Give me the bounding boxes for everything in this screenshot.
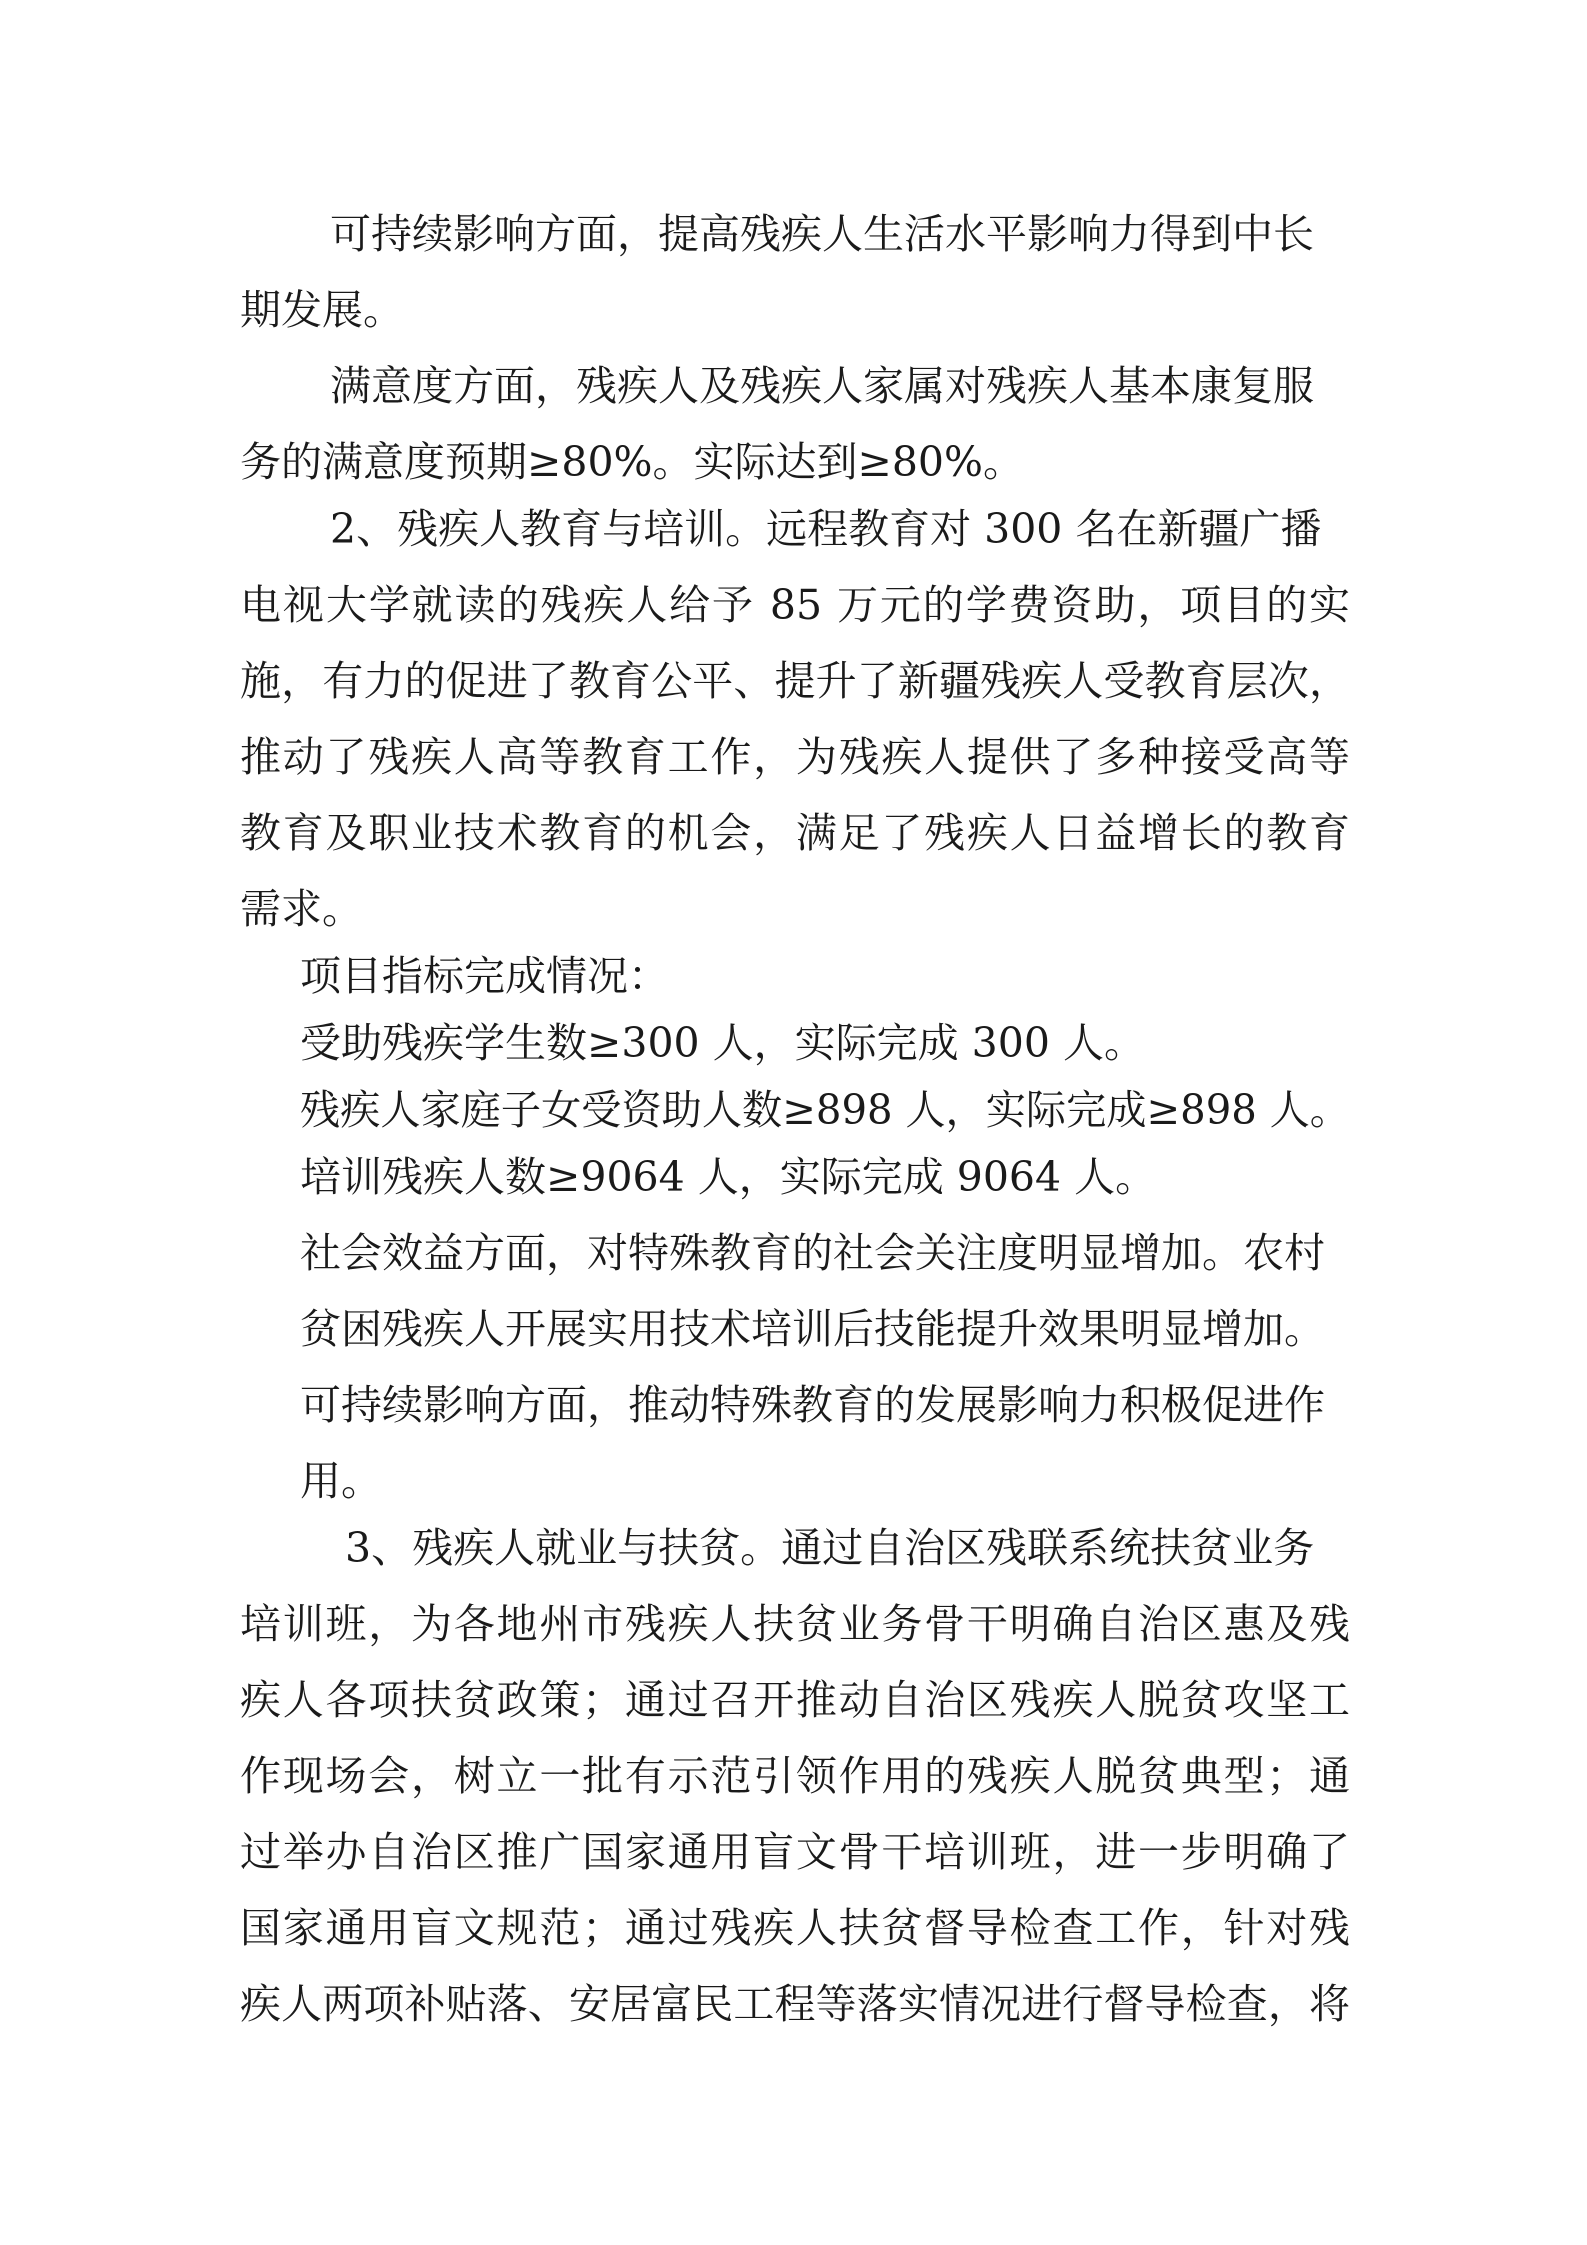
paragraph-line: 社会效益方面，对特殊教育的社会关注度明显增加。农村: [300, 1229, 1325, 1277]
paragraph-line: 可持续影响方面，提高残疾人生活水平影响力得到中长: [330, 210, 1314, 258]
paragraph-line: 3、残疾人就业与扶贫。通过自治区残联系统扶贫业务: [345, 1524, 1315, 1572]
paragraph-line: 疾人各项扶贫政策；通过召开推动自治区残疾人脱贫攻坚工: [240, 1676, 1350, 1724]
paragraph-line: 2、残疾人教育与培训。远程教育对 300 名在新疆广播: [330, 505, 1322, 553]
paragraph-line: 可持续影响方面，推动特殊教育的发展影响力积极促进作: [300, 1381, 1325, 1429]
paragraph-line: 用。: [300, 1457, 382, 1505]
paragraph-line: 项目指标完成情况：: [300, 952, 669, 1000]
paragraph-line: 教育及职业技术教育的机会，满足了残疾人日益增长的教育: [240, 809, 1350, 857]
paragraph-line: 推动了残疾人高等教育工作，为残疾人提供了多种接受高等: [240, 733, 1350, 781]
paragraph-line: 贫困残疾人开展实用技术培训后技能提升效果明显增加。: [300, 1305, 1325, 1353]
paragraph-line: 过举办自治区推广国家通用盲文骨干培训班，进一步明确了: [240, 1828, 1350, 1876]
paragraph-line: 施，有力的促进了教育公平、提升了新疆残疾人受教育层次，: [240, 657, 1350, 705]
paragraph-line: 疾人两项补贴落、安居富民工程等落实情况进行督导检查，将: [240, 1980, 1350, 2028]
paragraph-line: 期发展。: [240, 286, 404, 334]
paragraph-line: 作现场会，树立一批有示范引领作用的残疾人脱贫典型；通: [240, 1752, 1350, 1800]
paragraph-line: 培训残疾人数≥9064 人，实际完成 9064 人。: [300, 1153, 1157, 1201]
paragraph-line: 受助残疾学生数≥300 人，实际完成 300 人。: [300, 1019, 1145, 1067]
paragraph-line: 残疾人家庭子女受资助人数≥898 人，实际完成≥898 人。: [300, 1086, 1350, 1134]
paragraph-line: 电视大学就读的残疾人给予 85 万元的学费资助，项目的实: [240, 581, 1350, 629]
paragraph-line: 培训班，为各地州市残疾人扶贫业务骨干明确自治区惠及残: [240, 1600, 1350, 1648]
paragraph-line: 国家通用盲文规范；通过残疾人扶贫督导检查工作，针对残: [240, 1904, 1350, 1952]
paragraph-line: 需求。: [240, 885, 363, 933]
paragraph-line: 满意度方面，残疾人及残疾人家属对残疾人基本康复服: [330, 362, 1314, 410]
paragraph-line: 务的满意度预期≥80%。实际达到≥80%。: [240, 438, 1024, 486]
